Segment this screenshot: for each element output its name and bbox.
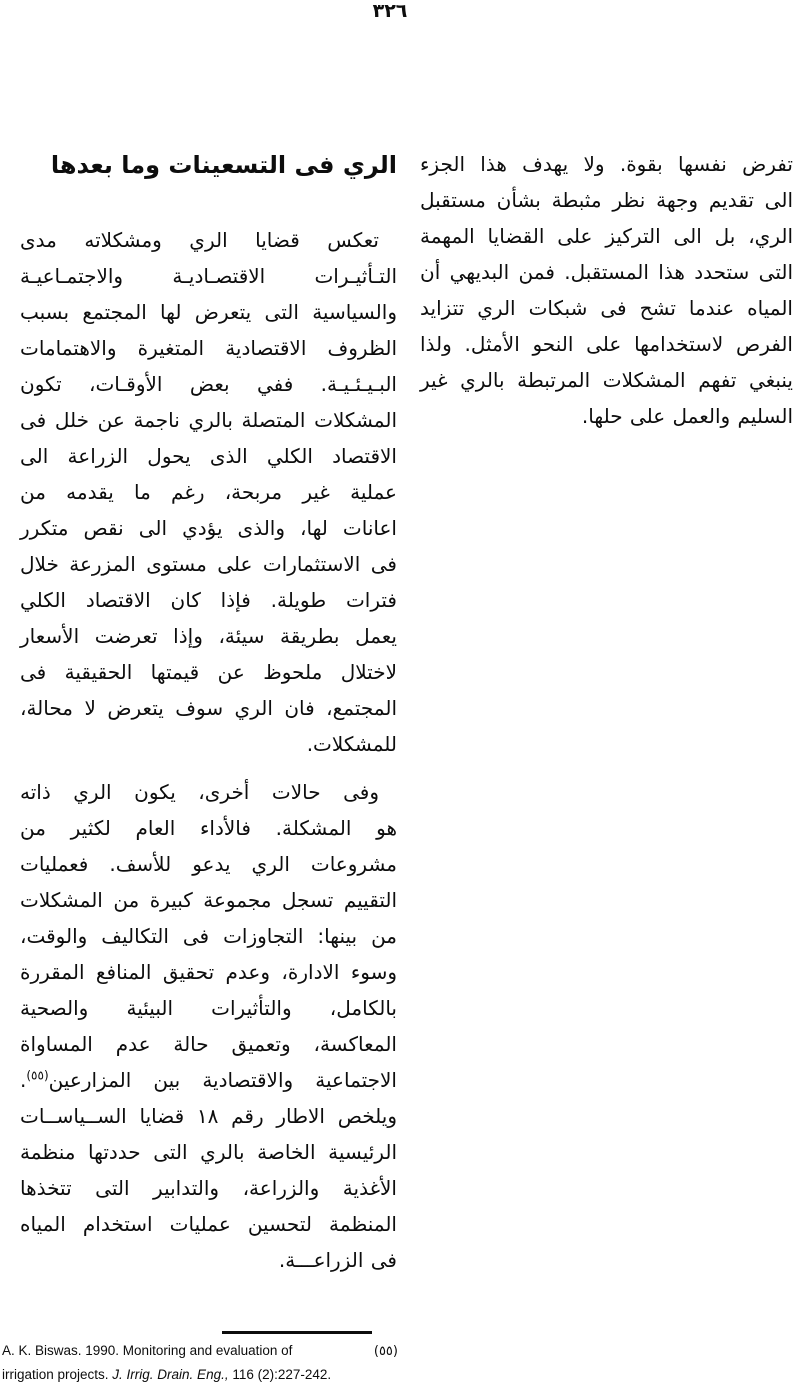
text-line: مشروعات الري يدعو للأسف. فعمليات [20, 852, 397, 876]
footnote-separator-rule [222, 1331, 372, 1334]
footnote-citation-text: irrigation projects. [2, 1367, 113, 1382]
footnote-number: (٥٥) [373, 1344, 398, 1359]
text-line: من بينها: التجاوزات فى التكاليف والوقت، [20, 924, 397, 948]
paragraph-2 [20, 774, 397, 1278]
text-line: بالكامل، والتأثيرات البيئية والصحية [20, 996, 397, 1020]
text-line: ويلخص الاطار رقم ١٨ قضايا الســياســات [20, 1104, 397, 1128]
text-line: فى الزراعـــة. [278, 1248, 397, 1272]
text-line: هو المشكلة. فالأداء العام لكثير من [20, 816, 397, 840]
text-line: وسوء الادارة، وعدم تحقيق المنافع المقررة [20, 960, 397, 984]
text-line: وفى حالات أخرى، يكون الري ذاته [20, 780, 379, 804]
text-line: الفرص لاستخدامها على النحو الأمثل. ولذا [420, 332, 793, 356]
text-line: الرئيسية الخاصة بالري التى حددتها منظمة [20, 1140, 397, 1164]
text-line: البـيـئـيـة. ففي بعض الأوقـات، تكون [20, 372, 397, 396]
right-column [420, 146, 793, 434]
text-line: لاختلال ملحوظ عن قيمتها الحقيقية فى [20, 660, 397, 684]
footnote-reference-marker: (٥٥) [26, 1068, 49, 1083]
text-line-with-footnote-marker [20, 1062, 397, 1098]
text-line: الظروف الاقتصادية المتغيرة والاهتمامات [20, 336, 397, 360]
section-heading: الري فى التسعينات وما بعدها [50, 151, 397, 179]
text-line: تعكس قضايا الري ومشكلاته مدى [20, 228, 379, 252]
text-line: الأغذية والزراعة، والتدابير التى تتخذها [20, 1176, 397, 1200]
text-line: السليم والعمل على حلها. [581, 404, 793, 428]
text-line: فترات طويلة. فإذا كان الاقتصاد الكلي [20, 588, 397, 612]
text-segment: . [20, 1068, 27, 1092]
text-line: الاقتصاد الكلي الذى يحول الزراعة الى [20, 444, 397, 468]
footnote-line-1 [2, 1339, 398, 1363]
footnote [2, 1331, 398, 1386]
text-line: المياه عندما تشح فى شبكات الري تتزايد [420, 296, 793, 320]
text-segment: الاجتماعية والاقتصادية بين المزارعين [48, 1068, 397, 1092]
text-line: المعاكسة، وتعميق حالة عدم المساواة [20, 1032, 397, 1056]
text-line: الى تقديم وجهة نظر مثبطة بشأن مستقبل [420, 188, 793, 212]
footnote-journal-title: J. Irrig. Drain. Eng., [112, 1367, 229, 1382]
text-line: يعمل بطريقة سيئة، وإذا تعرضت الأسعار [20, 624, 397, 648]
text-line: عملية غير مربحة، رغم ما يقدمه من [20, 480, 397, 504]
text-line: التقييم تسجل مجموعة كبيرة من المشكلات [20, 888, 397, 912]
text-line: المجتمع، فان الري سوف يتعرض لا محالة، [20, 696, 397, 720]
text-line: المشكلات المتصلة بالري ناجمة عن خلل فى [20, 408, 397, 432]
footnote-citation-text: A. K. Biswas. 1990. Monitoring and evaluation of [2, 1343, 293, 1358]
text-line: ينبغي تفهم المشكلات المرتبطة بالري غير [420, 368, 793, 392]
text-line: اعانات لها، والذى يؤدي الى نقص متكرر [20, 516, 397, 540]
text-line: المنظمة لتحسين عمليات استخدام المياه [20, 1212, 397, 1236]
text-line: التـأثيـرات الاقتصـاديـة والاجتمـاعيـة [20, 264, 397, 288]
text-line: والسياسية التى يتعرض لها المجتمع بسبب [20, 300, 397, 324]
text-line: فى الاستثمارات على مستوى المزرعة خلال [20, 552, 397, 576]
text-line: الري، بل الى التركيز على القضايا المهمة [420, 224, 793, 248]
left-column [20, 146, 397, 1278]
text-line: التى ستحدد هذا المستقبل. فمن البديهي أن [420, 260, 793, 284]
text-line: تفرض نفسها بقوة. ولا يهدف هذا الجزء [420, 152, 793, 176]
paragraph-1 [20, 222, 397, 762]
text-line: للمشكلات. [306, 732, 397, 756]
page-number: ٣٢٦ [372, 0, 408, 22]
footnote-line-2 [2, 1363, 398, 1386]
footnote-citation-text: 116 (2):227-242. [228, 1367, 332, 1382]
